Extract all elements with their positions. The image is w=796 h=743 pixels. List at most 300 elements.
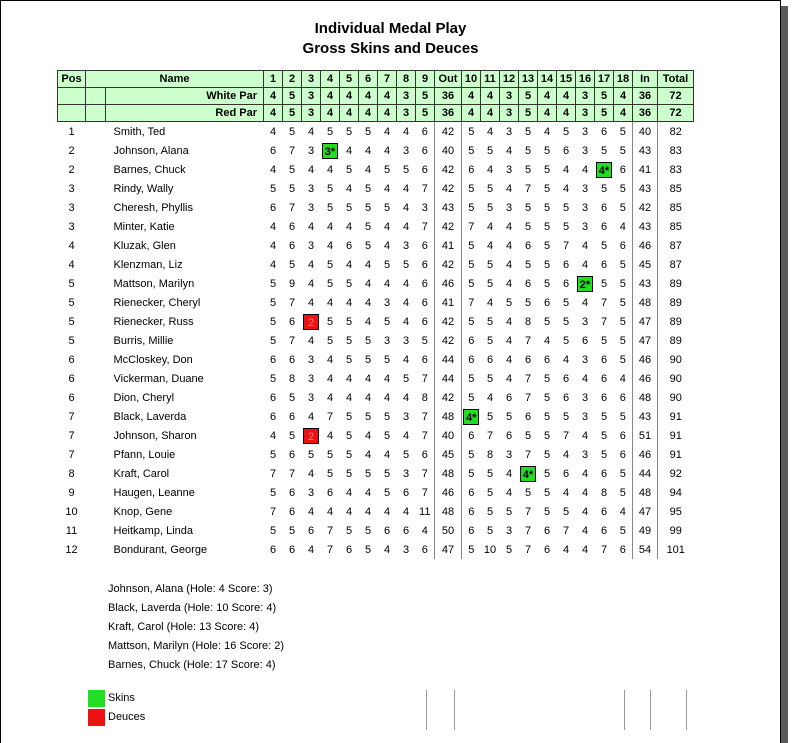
score-cell: 4 xyxy=(581,372,589,385)
hole-header: 7 xyxy=(378,71,397,88)
score-cell: 4 xyxy=(383,125,391,138)
score-cell: 5 xyxy=(462,312,481,331)
hole-header: 15 xyxy=(557,71,576,88)
hole-header: 9 xyxy=(416,71,435,88)
score-cell: 3 xyxy=(402,144,410,157)
hole-header: Total xyxy=(658,71,694,88)
par-value: 72 xyxy=(658,88,694,105)
score-cell: 5 xyxy=(364,524,372,537)
score-cell: 5 xyxy=(543,182,551,195)
score-cell: 6 xyxy=(543,296,551,309)
score-cell: 4 xyxy=(383,505,391,518)
score-cell: 3 xyxy=(581,391,589,404)
hole-header: 13 xyxy=(519,71,538,88)
score-cell: 5 xyxy=(600,410,608,423)
score-cell: 5 xyxy=(619,467,626,480)
score-cell: 4 xyxy=(619,372,626,385)
score-cell: 5 xyxy=(383,258,391,271)
score-cell: 5 xyxy=(543,220,551,233)
score-cell: 5 xyxy=(345,334,353,347)
score-cell: 5 xyxy=(543,391,551,404)
score-cell: 5 xyxy=(543,429,551,442)
player-name: Mattson, Marilyn xyxy=(113,277,195,290)
hole-header: 3 xyxy=(302,71,321,88)
score-cell: 6 xyxy=(345,543,353,556)
score-cell: 8 xyxy=(288,372,296,385)
report-title: Individual Medal Play xyxy=(314,20,467,37)
table-row xyxy=(58,540,694,559)
score-cell: 5 xyxy=(269,372,277,385)
par-value: 4 xyxy=(359,88,378,105)
par-blank xyxy=(86,88,106,105)
score-cell: 5 xyxy=(600,182,608,195)
score-cell: 46 xyxy=(633,445,658,464)
score-cell: 90 xyxy=(658,350,694,369)
score-cell: 49 xyxy=(633,521,658,540)
score-cell: 5 xyxy=(524,201,532,214)
score-cell: 82 xyxy=(658,122,694,142)
score-cell: 4 xyxy=(505,258,513,271)
deuces-legend-label: Deuces xyxy=(108,711,146,723)
score-cell: 5 xyxy=(269,182,277,195)
score-cell: 10 xyxy=(483,543,497,556)
score-cell: 42 xyxy=(435,255,462,274)
score-cell: 7 xyxy=(288,201,296,214)
deuces-swatch xyxy=(88,709,105,726)
score-cell: 7 xyxy=(462,293,481,312)
score-cell: 6 xyxy=(421,125,428,138)
score-cell: 6 xyxy=(288,315,296,328)
score-cell xyxy=(595,160,614,179)
score-cell: 4 xyxy=(505,277,513,290)
table-row xyxy=(58,350,694,369)
score-cell: 6 xyxy=(269,201,277,214)
score-cell: 7 xyxy=(421,410,428,423)
player-name: Rienecker, Russ xyxy=(113,315,194,328)
par-value: 4 xyxy=(614,105,633,122)
par-value: 4 xyxy=(538,88,557,105)
score-cell: 5 xyxy=(619,353,626,366)
deuce-marker: 2 xyxy=(303,428,319,444)
player-name: Kluzak, Glen xyxy=(113,239,176,252)
score-cell: 9 xyxy=(288,277,296,290)
score-cell: 4 xyxy=(383,448,391,461)
score-cell: 8 xyxy=(600,486,608,499)
score-cell: 6 xyxy=(619,163,626,176)
column-rule xyxy=(426,690,427,730)
score-cell: 5 xyxy=(269,486,277,499)
score-cell: 5 xyxy=(562,410,570,423)
score-cell: 4 xyxy=(581,429,589,442)
par-value: 4 xyxy=(321,105,340,122)
score-cell: 7 xyxy=(600,543,608,556)
hole-header: Out xyxy=(435,71,462,88)
player-pos: 7 xyxy=(68,448,75,461)
score-cell: 3 xyxy=(307,182,315,195)
score-cell: 6 xyxy=(288,353,296,366)
par-blank xyxy=(86,105,106,122)
score-cell: 41 xyxy=(435,293,462,312)
score-cell: 3 xyxy=(505,125,513,138)
score-cell: 5 xyxy=(600,277,608,290)
skins-notes xyxy=(108,580,284,675)
score-cell: 40 xyxy=(435,141,462,160)
score-cell: 8 xyxy=(486,448,494,461)
score-cell: 6 xyxy=(562,372,570,385)
score-cell: 6 xyxy=(462,502,481,521)
score-cell xyxy=(576,274,595,293)
score-cell: 4 xyxy=(402,201,410,214)
score-cell: 5 xyxy=(345,429,353,442)
spacer xyxy=(86,502,106,521)
score-cell: 4 xyxy=(326,429,334,442)
par-value: 4 xyxy=(557,105,576,122)
par-value: 36 xyxy=(435,88,462,105)
score-cell: 7 xyxy=(288,296,296,309)
par-value: 4 xyxy=(481,105,500,122)
table-row xyxy=(58,388,694,407)
score-cell: 6 xyxy=(486,353,494,366)
score-cell: 6 xyxy=(543,353,551,366)
hole-header: 4 xyxy=(321,71,340,88)
score-cell: 5 xyxy=(600,429,608,442)
score-cell: 3 xyxy=(307,144,315,157)
score-cell: 5 xyxy=(462,179,481,198)
spacer xyxy=(86,426,106,445)
par-value: 3 xyxy=(302,105,321,122)
par-value: 5 xyxy=(519,88,538,105)
score-cell: 42 xyxy=(435,331,462,350)
scorecard-table xyxy=(57,70,694,559)
score-cell: 4 xyxy=(269,429,277,442)
player-name: Barnes, Chuck xyxy=(113,163,186,176)
score-cell: 4 xyxy=(383,372,391,385)
score-cell: 5 xyxy=(486,467,494,480)
score-cell: 4 xyxy=(505,182,513,195)
par-value: 4 xyxy=(359,105,378,122)
score-cell: 4 xyxy=(383,543,391,556)
score-cell: 3 xyxy=(402,410,410,423)
table-row xyxy=(58,141,694,160)
score-cell: 3 xyxy=(581,201,589,214)
score-cell: 4 xyxy=(562,448,570,461)
score-cell: 4 xyxy=(383,182,391,195)
spacer xyxy=(86,198,106,217)
score-cell: 6 xyxy=(269,353,277,366)
score-cell: 4 xyxy=(486,163,494,176)
skin-marker: 2* xyxy=(577,276,593,292)
score-cell: 6 xyxy=(524,410,532,423)
par-value: 3 xyxy=(500,105,519,122)
score-cell: 5 xyxy=(421,334,428,347)
score-cell: 6 xyxy=(600,372,608,385)
skin-note: Black, Laverda (Hole: 10 Score: 4) xyxy=(108,602,277,614)
score-cell: 5 xyxy=(364,353,372,366)
player-pos: 6 xyxy=(68,372,75,385)
score-cell: 5 xyxy=(619,410,626,423)
player-name: Smith, Ted xyxy=(113,125,166,138)
score-cell: 6 xyxy=(269,391,277,404)
player-pos: 6 xyxy=(68,353,75,366)
hole-header: 17 xyxy=(595,71,614,88)
score-cell: 4 xyxy=(562,182,570,195)
score-cell: 5 xyxy=(543,467,551,480)
score-cell: 5 xyxy=(383,467,391,480)
score-cell: 4 xyxy=(307,334,315,347)
score-cell: 90 xyxy=(658,388,694,407)
score-cell: 6 xyxy=(402,524,410,537)
score-cell: 4 xyxy=(402,296,410,309)
score-cell: 5 xyxy=(543,144,551,157)
score-cell: 83 xyxy=(658,141,694,160)
score-cell: 11 xyxy=(419,505,431,518)
score-cell: 5 xyxy=(524,220,532,233)
score-cell: 5 xyxy=(288,125,296,138)
score-cell: 4 xyxy=(307,163,315,176)
player-name: Klenzman, Liz xyxy=(113,258,183,271)
score-cell: 6 xyxy=(581,334,589,347)
score-cell: 7 xyxy=(524,505,532,518)
score-cell: 48 xyxy=(435,407,462,426)
score-cell: 5 xyxy=(326,467,334,480)
score-cell: 42 xyxy=(435,160,462,179)
score-cell: 5 xyxy=(486,182,494,195)
score-cell: 4 xyxy=(345,505,353,518)
score-cell: 91 xyxy=(658,426,694,445)
score-cell: 6 xyxy=(402,486,410,499)
spacer xyxy=(86,521,106,540)
spacer xyxy=(86,388,106,407)
score-cell: 4 xyxy=(364,144,372,157)
score-cell: 6 xyxy=(619,429,626,442)
score-cell: 5 xyxy=(326,277,334,290)
score-cell: 7 xyxy=(326,524,334,537)
score-cell: 6 xyxy=(421,296,428,309)
score-cell xyxy=(302,312,321,331)
score-cell: 7 xyxy=(421,372,428,385)
table-row xyxy=(58,274,694,293)
score-cell: 6 xyxy=(462,426,481,445)
score-cell: 4 xyxy=(486,220,494,233)
score-cell: 3 xyxy=(505,163,513,176)
score-cell: 7 xyxy=(288,467,296,480)
score-cell: 6 xyxy=(345,239,353,252)
spacer xyxy=(86,236,106,255)
score-cell: 85 xyxy=(658,217,694,236)
score-cell: 89 xyxy=(658,312,694,331)
score-cell: 6 xyxy=(421,258,428,271)
player-name: McCloskey, Don xyxy=(113,353,193,366)
score-cell: 4 xyxy=(562,353,570,366)
table-row xyxy=(58,521,694,540)
score-cell: 4 xyxy=(402,182,410,195)
score-cell: 5 xyxy=(288,163,296,176)
score-cell: 5 xyxy=(562,315,570,328)
player-name: Cheresh, Phyllis xyxy=(113,201,193,214)
score-cell: 3 xyxy=(307,239,315,252)
score-cell: 87 xyxy=(658,236,694,255)
score-cell: 5 xyxy=(462,122,481,142)
par-row xyxy=(58,88,694,105)
header-row xyxy=(58,71,694,88)
skin-marker: 4* xyxy=(520,466,536,482)
score-cell: 5 xyxy=(288,258,296,271)
score-cell: 5 xyxy=(462,540,481,559)
score-cell: 5 xyxy=(524,296,532,309)
score-cell: 5 xyxy=(364,125,372,138)
score-cell: 3 xyxy=(383,296,391,309)
score-cell: 47 xyxy=(633,502,658,521)
score-cell: 4 xyxy=(345,372,353,385)
player-pos: 2 xyxy=(68,144,75,157)
score-cell: 4 xyxy=(581,296,589,309)
score-cell: 5 xyxy=(524,429,532,442)
score-cell: 3 xyxy=(421,201,428,214)
score-cell: 4 xyxy=(402,125,410,138)
par-blank xyxy=(58,105,86,122)
score-cell: 4 xyxy=(619,220,626,233)
score-cell: 6 xyxy=(326,486,334,499)
score-cell: 5 xyxy=(524,144,532,157)
score-cell: 5 xyxy=(383,353,391,366)
score-cell: 4 xyxy=(486,239,494,252)
score-cell: 4 xyxy=(486,296,494,309)
score-cell: 5 xyxy=(486,410,494,423)
score-cell: 4 xyxy=(402,429,410,442)
score-cell: 6 xyxy=(288,239,296,252)
score-cell: 48 xyxy=(633,293,658,312)
score-cell: 7 xyxy=(326,543,334,556)
score-cell: 4 xyxy=(402,277,410,290)
par-value: 36 xyxy=(633,88,658,105)
score-cell: 5 xyxy=(562,296,570,309)
score-cell: 4 xyxy=(326,372,334,385)
score-cell: 51 xyxy=(633,426,658,445)
score-cell: 5 xyxy=(364,543,372,556)
score-cell: 5 xyxy=(619,315,626,328)
par-value: 4 xyxy=(481,88,500,105)
score-cell: 42 xyxy=(435,179,462,198)
score-cell: 5 xyxy=(462,274,481,293)
par-value: 4 xyxy=(321,88,340,105)
score-cell: 4 xyxy=(383,391,391,404)
score-cell: 7 xyxy=(562,524,570,537)
score-cell: 8 xyxy=(524,315,532,328)
par-value: 5 xyxy=(519,105,538,122)
par-value: 72 xyxy=(658,105,694,122)
score-cell: 4 xyxy=(364,315,372,328)
score-cell: 7 xyxy=(421,429,428,442)
score-cell: 4 xyxy=(581,524,589,537)
score-cell: 3 xyxy=(307,201,315,214)
score-cell: 46 xyxy=(633,369,658,388)
score-cell: 4 xyxy=(402,315,410,328)
score-cell: 42 xyxy=(435,312,462,331)
score-cell: 5 xyxy=(600,239,608,252)
player-name: Haugen, Leanne xyxy=(113,486,195,499)
score-cell: 6 xyxy=(505,429,513,442)
table-row xyxy=(58,407,694,426)
par-value: 5 xyxy=(595,105,614,122)
score-cell: 7 xyxy=(421,467,428,480)
score-cell: 3 xyxy=(402,543,410,556)
score-cell: 6 xyxy=(462,483,481,502)
score-cell: 6 xyxy=(421,543,428,556)
page-shadow xyxy=(781,6,788,743)
skin-note: Mattson, Marilyn (Hole: 16 Score: 2) xyxy=(108,640,285,652)
score-cell: 6 xyxy=(524,277,532,290)
score-cell: 5 xyxy=(326,334,334,347)
score-cell: 6 xyxy=(562,391,570,404)
score-cell: 5 xyxy=(619,125,626,138)
skin-marker: 4* xyxy=(596,162,612,178)
score-cell: 46 xyxy=(633,236,658,255)
player-pos: 10 xyxy=(65,505,78,518)
score-cell: 5 xyxy=(524,486,532,499)
score-cell: 48 xyxy=(435,502,462,521)
score-cell: 5 xyxy=(462,198,481,217)
score-cell: 5 xyxy=(600,448,608,461)
score-cell: 4 xyxy=(307,296,315,309)
skins-swatch xyxy=(88,690,105,707)
score-cell: 6 xyxy=(269,543,277,556)
score-cell: 5 xyxy=(486,486,494,499)
score-cell: 6 xyxy=(543,543,551,556)
score-cell: 4 xyxy=(505,239,513,252)
par-value: 3 xyxy=(397,88,416,105)
hole-header: 5 xyxy=(340,71,359,88)
score-cell: 44 xyxy=(435,369,462,388)
score-cell: 5 xyxy=(269,448,277,461)
spacer xyxy=(86,350,106,369)
skin-note: Barnes, Chuck (Hole: 17 Score: 4) xyxy=(108,659,276,671)
score-cell: 4 xyxy=(364,486,372,499)
score-cell: 48 xyxy=(633,388,658,407)
score-cell: 5 xyxy=(364,239,372,252)
score-cell: 4 xyxy=(505,144,513,157)
score-cell: 6 xyxy=(421,239,428,252)
score-cell: 4 xyxy=(562,543,570,556)
score-cell: 7 xyxy=(326,410,334,423)
player-name: Johnson, Sharon xyxy=(113,429,197,442)
score-cell: 40 xyxy=(435,426,462,445)
player-pos: 7 xyxy=(68,410,75,423)
spacer xyxy=(86,369,106,388)
table-row xyxy=(58,312,694,331)
score-cell: 43 xyxy=(633,407,658,426)
score-cell: 5 xyxy=(619,258,626,271)
column-rule xyxy=(686,690,687,730)
score-cell: 6 xyxy=(462,160,481,179)
score-cell: 5 xyxy=(543,239,551,252)
score-cell: 4 xyxy=(402,391,410,404)
hole-header: 18 xyxy=(614,71,633,88)
score-cell: 85 xyxy=(658,198,694,217)
score-cell: 5 xyxy=(505,543,513,556)
player-name: Pfann, Louie xyxy=(113,448,176,461)
score-cell: 5 xyxy=(288,391,296,404)
score-cell: 5 xyxy=(543,201,551,214)
score-cell: 6 xyxy=(600,467,608,480)
player-pos: 5 xyxy=(68,296,75,309)
skin-note: Johnson, Alana (Hole: 4 Score: 3) xyxy=(108,583,273,595)
score-cell: 50 xyxy=(435,521,462,540)
score-cell: 3 xyxy=(307,486,315,499)
score-cell: 4 xyxy=(581,543,589,556)
score-cell: 48 xyxy=(435,464,462,483)
score-cell: 5 xyxy=(543,486,551,499)
score-cell: 8 xyxy=(421,391,428,404)
